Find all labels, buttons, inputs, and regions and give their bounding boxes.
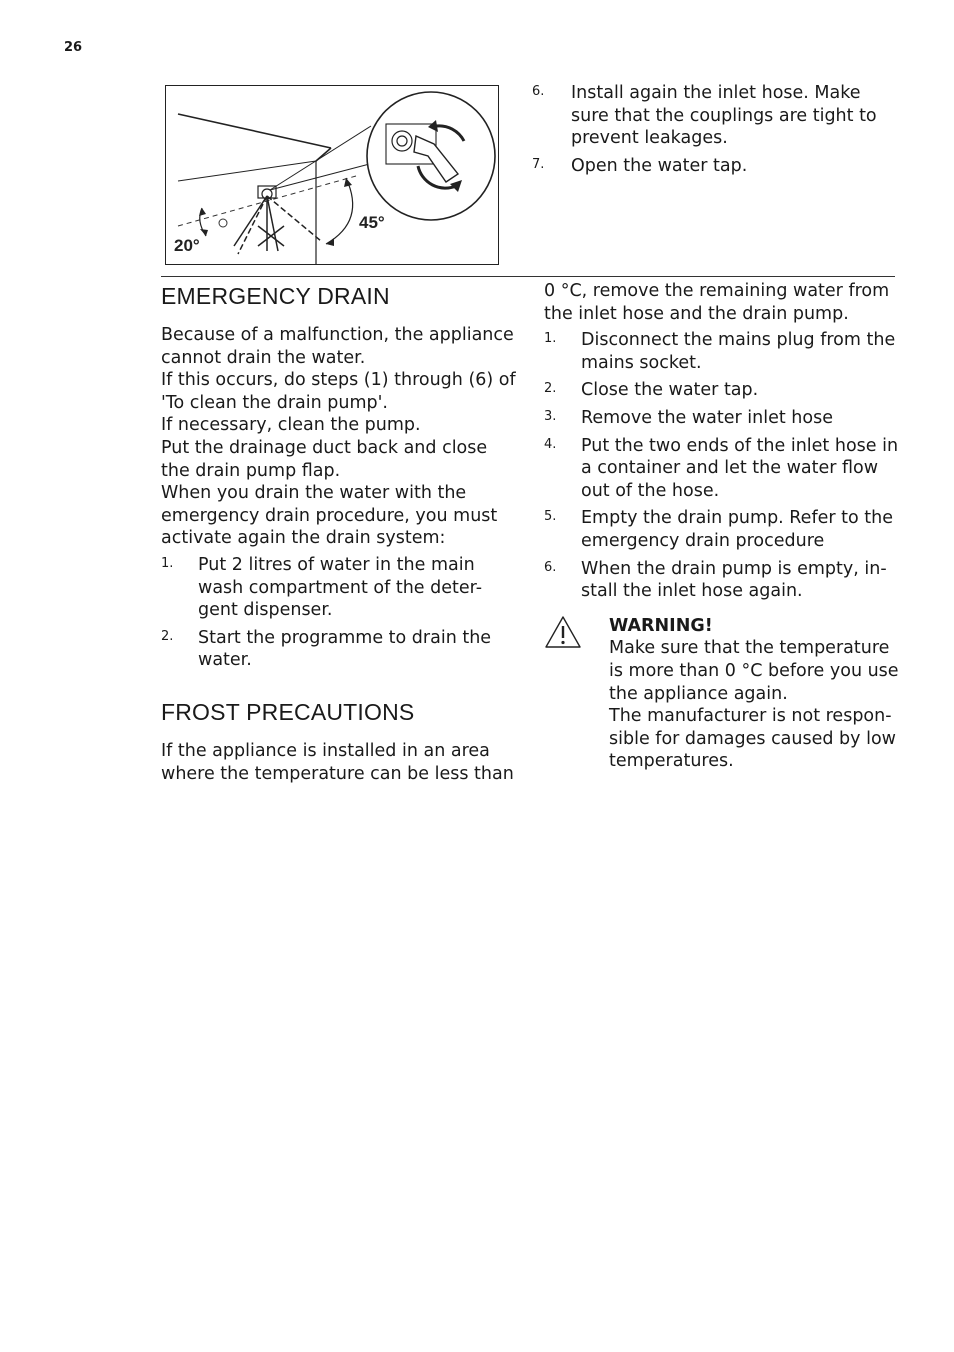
warning-text: The manufacturer is not respon-sible for damages caused by low temperatures. xyxy=(609,706,896,772)
paragraph-continuation: 0 °C, remove the remaining water from the inlet hose and the drain pump. xyxy=(544,281,890,324)
step-number: 4. xyxy=(544,436,557,452)
emergency-drain-heading: EMERGENCY DRAIN xyxy=(161,283,390,309)
list-item xyxy=(544,379,904,402)
step-number: 3. xyxy=(544,408,557,424)
paragraph: Because of a malfunction, the appliance cannot drain the water. xyxy=(161,325,514,368)
list-item xyxy=(544,435,904,503)
step-text: Put 2 litres of water in the main wash compartment of the deter-gent dispenser. xyxy=(198,554,483,621)
step-number: 5. xyxy=(544,509,557,525)
left-column xyxy=(161,278,519,785)
angle-left-label: 20° xyxy=(174,236,200,255)
emergency-drain-steps xyxy=(161,554,519,672)
warning-triangle-icon xyxy=(544,615,582,653)
step-text: Open the water tap. xyxy=(571,155,748,176)
list-item xyxy=(544,329,904,374)
paragraph: If necessary, clean the pump. xyxy=(161,415,421,436)
step-text: Disconnect the mains plug from the mains socket. xyxy=(581,330,896,373)
list-item xyxy=(544,407,904,430)
frost-precautions-heading: FROST PRECAUTIONS xyxy=(161,698,415,725)
step-text: Install again the inlet hose. Make sure that the couplings are tight to prevent leakages. xyxy=(571,83,877,149)
step-text: Start the programme to drain the water. xyxy=(198,627,492,671)
step-number: 1. xyxy=(161,555,174,571)
list-item xyxy=(532,82,902,150)
list-item xyxy=(544,558,904,603)
page-number: 26 xyxy=(64,40,83,55)
step-number: 2. xyxy=(161,628,174,644)
inlet-hose-steps xyxy=(532,82,902,182)
warning-text: Make sure that the temperature is more than 0 °C before you use the appliance again. xyxy=(609,638,899,704)
step-text: Put the two ends of the inlet hose in a container and let the water flow out of the hose. xyxy=(581,435,899,501)
step-number: 2. xyxy=(544,381,557,397)
angle-right-label: 45° xyxy=(359,213,385,232)
frost-steps xyxy=(544,329,904,603)
list-item xyxy=(161,554,519,622)
paragraph: Put the drainage duct back and close the drain pump flap. xyxy=(161,437,488,481)
step-text: Close the water tap. xyxy=(581,380,759,401)
step-text: When the drain pump is empty, in-stall the inlet hose again. xyxy=(581,558,887,602)
section-divider xyxy=(161,276,895,277)
warning-title: WARNING! xyxy=(609,615,713,636)
step-text: Empty the drain pump. Refer to the emergency drain procedure xyxy=(581,508,893,551)
step-text: Remove the water inlet hose xyxy=(581,407,833,428)
right-column xyxy=(544,280,904,773)
inlet-hose-illustration xyxy=(165,85,499,265)
paragraph: When you drain the water with the emergency drain procedure, you must activate again the drain system: xyxy=(161,483,498,549)
step-number: 1. xyxy=(544,331,557,347)
step-number: 6. xyxy=(544,559,557,575)
list-item xyxy=(544,507,904,552)
paragraph: If this occurs, do steps (1) through (6) of 'To clean the drain pump'. xyxy=(161,370,516,413)
warning-box xyxy=(544,615,904,773)
list-item xyxy=(532,155,902,178)
step-number: 7. xyxy=(532,156,545,172)
paragraph: If the appliance is installed in an area where the temperature can be less than xyxy=(161,740,514,784)
list-item xyxy=(161,627,519,672)
step-number: 6. xyxy=(532,84,545,99)
